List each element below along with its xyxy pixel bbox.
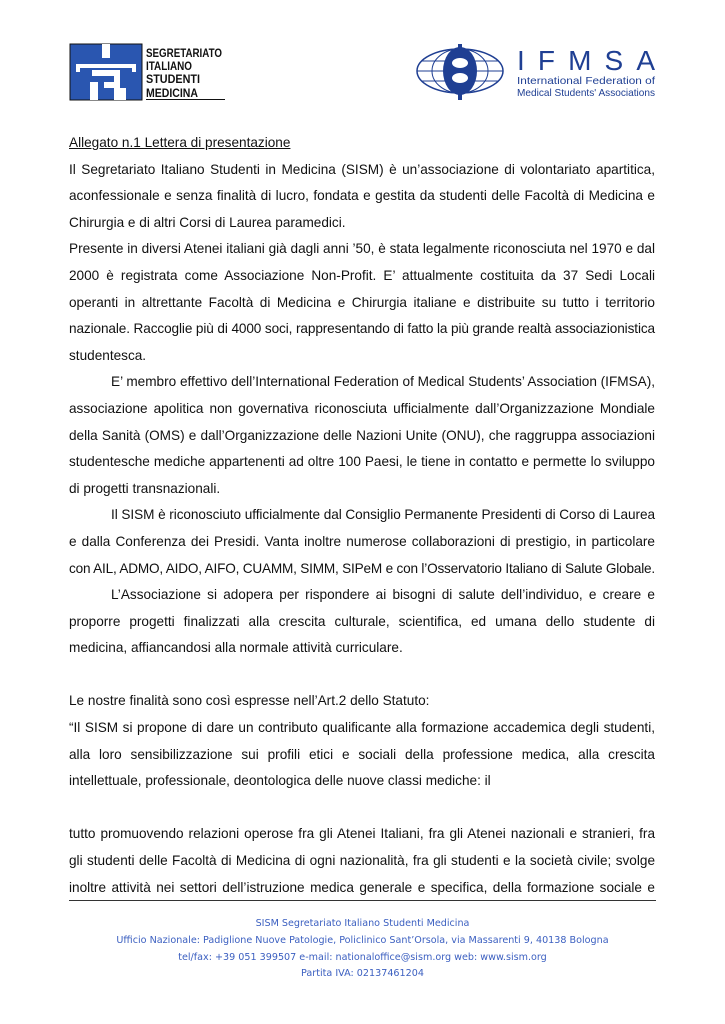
footer-contacts: tel/fax: +39 051 399507 e-mail: nationaloffice@sism.org web: www.sism.org xyxy=(178,951,547,963)
text-line: intellettuale, professionale, deontologica delle nuove classi mediche: il xyxy=(69,773,491,789)
text-line: e dalla Conferenza dei Presidi. Vanta inoltre numerose collaborazioni di prestigio, in particolare xyxy=(69,533,655,549)
footer xyxy=(0,916,725,983)
ifmsa-logo xyxy=(415,44,660,100)
text-line: nazionale. Raccoglie più di 4000 soci, rappresentando di fatto la più grande realtà associazionistica xyxy=(69,321,655,337)
text-line: 2000 è registrata come Associazione Non-Profit. E’ attualmente costituita da 37 Sedi Locali xyxy=(69,267,655,283)
footer-vat: Partita IVA: 02137461204 xyxy=(301,968,424,980)
paragraph-recognition xyxy=(69,504,655,584)
text-line: della Sanità (OMS) e dall’Organizzazione delle Nazioni Unite (ONU), che raggruppa associazioni xyxy=(69,427,655,443)
text-line: operanti in altrettante Facoltà di Medicina e Chirurgia italiane e distribuite su tutto i territorio xyxy=(69,294,655,310)
text-line: E’ membro effettivo dell’International Federation of Medical Students’ Association (IFMSA), xyxy=(111,374,655,390)
sism-logo-line1: SEGRETARIATO xyxy=(146,46,222,60)
text-line: Chirurgia e di altri Corsi di Laurea paramedici. xyxy=(69,214,346,230)
text-line: tutto promuovendo relazioni operose fra gli Atenei Italiani, fra gli Atenei nazionali e stranieri, fra xyxy=(69,826,655,842)
document-title: Allegato n.1 Lettera di presentazione xyxy=(69,135,291,150)
text-line: medicina, affiancandosi alla normale attività curriculare. xyxy=(69,640,403,656)
text-line: aconfessionale e senza finalità di lucro, fondata e gestita da studenti delle Facoltà di Medicina e xyxy=(69,188,655,204)
text-line: di progetti transnazionali. xyxy=(69,480,221,496)
footer-divider xyxy=(69,900,656,901)
text-line: proporre progetti finalizzati alla crescita culturale, scientifica, ed umana dello studente di xyxy=(69,613,655,629)
paragraph-statute-continued xyxy=(69,823,655,903)
text-line: studentesca. xyxy=(69,347,147,363)
text-line: studentesche mediche appartenenti ad oltre 100 Paesi, le tiene in contatto e permette lo sviluppo xyxy=(69,454,655,470)
text-line: Le nostre finalità sono così espresse nell’Art.2 dello Statuto: xyxy=(69,693,430,709)
text-line: alla loro sensibilizzazione sui profili etici e sociali della professione medica, alla crescita xyxy=(69,746,655,762)
paragraph-mission xyxy=(69,584,655,664)
svg-text:Medical Students' Associations: Medical Students' Associations xyxy=(517,87,655,99)
svg-text:International Federation of: International Federation of xyxy=(517,75,656,87)
svg-text:STUDENTI: STUDENTI xyxy=(146,72,200,86)
footer-org-name: SISM Segretariato Italiano Studenti Medicina xyxy=(255,918,470,929)
svg-text:ITALIANO: ITALIANO xyxy=(146,59,192,73)
text-line: “Il SISM si propone di dare un contributo qualificante alla formazione accademica degli studenti, xyxy=(69,720,655,736)
text-line: associazione apolitica non governativa riconosciuta ufficialmente dall’Organizzazione Mondiale xyxy=(69,400,655,416)
text-line: gli studenti delle Facoltà di Medicina di ogni nazionalità, fra gli studenti e la società civile; svolge xyxy=(69,853,655,869)
svg-text:MEDICINA: MEDICINA xyxy=(146,86,199,100)
text-line: con AIL, ADMO, AIDO, AIFO, CUAMM, SIMM, SIPeM e con l’Osservatorio Italiano di Salute Globale. xyxy=(69,560,655,576)
paragraph-intro xyxy=(69,159,655,239)
text-line: inoltre attività nei settori dell’istruzione medica generale e specifica, della formazione sociale e xyxy=(69,879,655,895)
paragraph-ifmsa xyxy=(69,371,655,504)
text-line: Presente in diversi Atenei italiani già dagli anni ’50, è stata legalmente riconosciuta nel 1970 e dal xyxy=(69,241,655,257)
text-line: Il Segretariato Italiano Studenti in Medicina (SISM) è un’associazione di volontariato apartitica, xyxy=(69,161,655,177)
paragraph-history xyxy=(69,238,655,371)
text-line: L’Associazione si adopera per rispondere ai bisogni di salute dell’individuo, e creare e xyxy=(111,587,655,603)
paragraph-statute xyxy=(69,690,655,796)
footer-address: Ufficio Nazionale: Padiglione Nuove Patologie, Policlinico Sant’Orsola, via Massarenti 9, 40138 Bologna xyxy=(116,934,609,946)
svg-text:IFMSA: IFMSA xyxy=(517,45,655,76)
text-line: Il SISM è riconosciuto ufficialmente dal Consiglio Permanente Presidenti di Corso di Laurea xyxy=(111,507,655,523)
sism-logo xyxy=(70,44,225,100)
letter-body xyxy=(69,132,655,903)
